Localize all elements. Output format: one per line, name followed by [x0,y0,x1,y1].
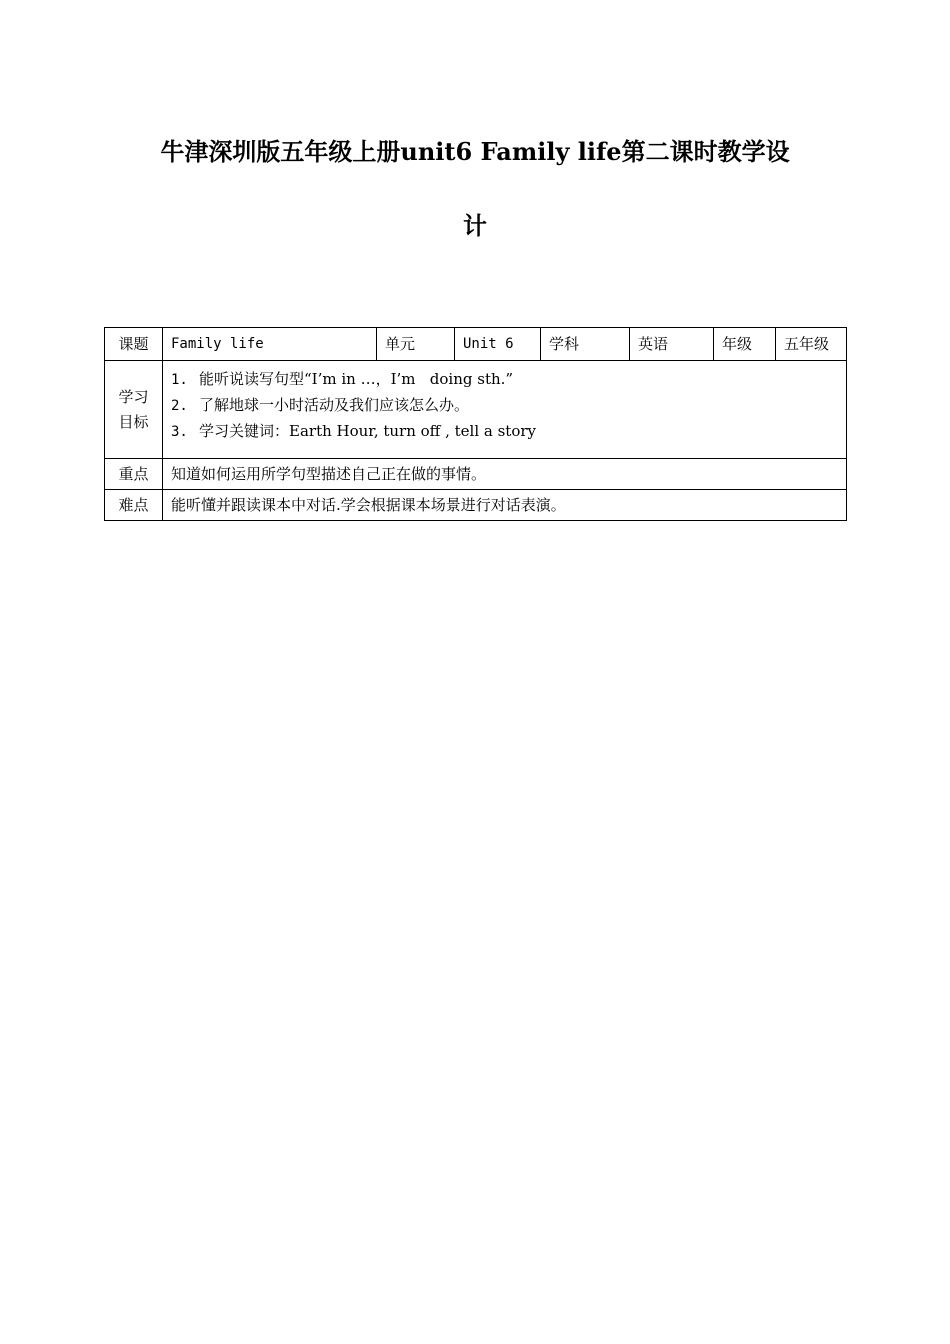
key-point-text: 知道如何运用所学句型描述自己正在做的事情。 [163,459,847,490]
goal-item [171,393,838,419]
goals-content [163,361,847,459]
table-row-goals [105,361,847,459]
grade-label: 年级 [714,328,776,361]
goal-text: 能听说读写句型“I’m in …，I’m doing sth.” [199,370,514,388]
subject-value: 英语 [630,328,714,361]
topic-label: 课题 [105,328,163,361]
table-row-key-point [105,459,847,490]
page-title-line1: 牛津深圳版五年级上册unit6 Family life第二课时教学设 [160,137,790,166]
goal-number: 2. [171,398,188,414]
goal-number: 1. [171,372,188,388]
lesson-plan-table [104,327,847,521]
goal-text: 学习关键词：Earth Hour, turn off , tell a story [199,422,537,440]
difficulty-label: 难点 [105,490,163,521]
table-row-header [105,328,847,361]
goal-item [171,419,838,445]
goals-label-line2: 目标 [118,412,149,431]
unit-value: Unit 6 [455,328,541,361]
goal-number: 3. [171,424,188,440]
goals-label-line1: 学习 [118,387,149,406]
difficulty-text: 能听懂并跟读课本中对话.学会根据课本场景进行对话表演。 [163,490,847,521]
goal-text: 了解地球一小时活动及我们应该怎么办。 [199,396,470,414]
unit-label: 单元 [377,328,455,361]
key-point-label: 重点 [105,459,163,490]
page-title-line2: 计 [463,211,487,240]
grade-value: 五年级 [776,328,847,361]
goals-label [105,361,163,459]
goal-item [171,367,838,393]
subject-label: 学科 [541,328,630,361]
topic-value: Family life [163,328,377,361]
table-row-difficulty [105,490,847,521]
